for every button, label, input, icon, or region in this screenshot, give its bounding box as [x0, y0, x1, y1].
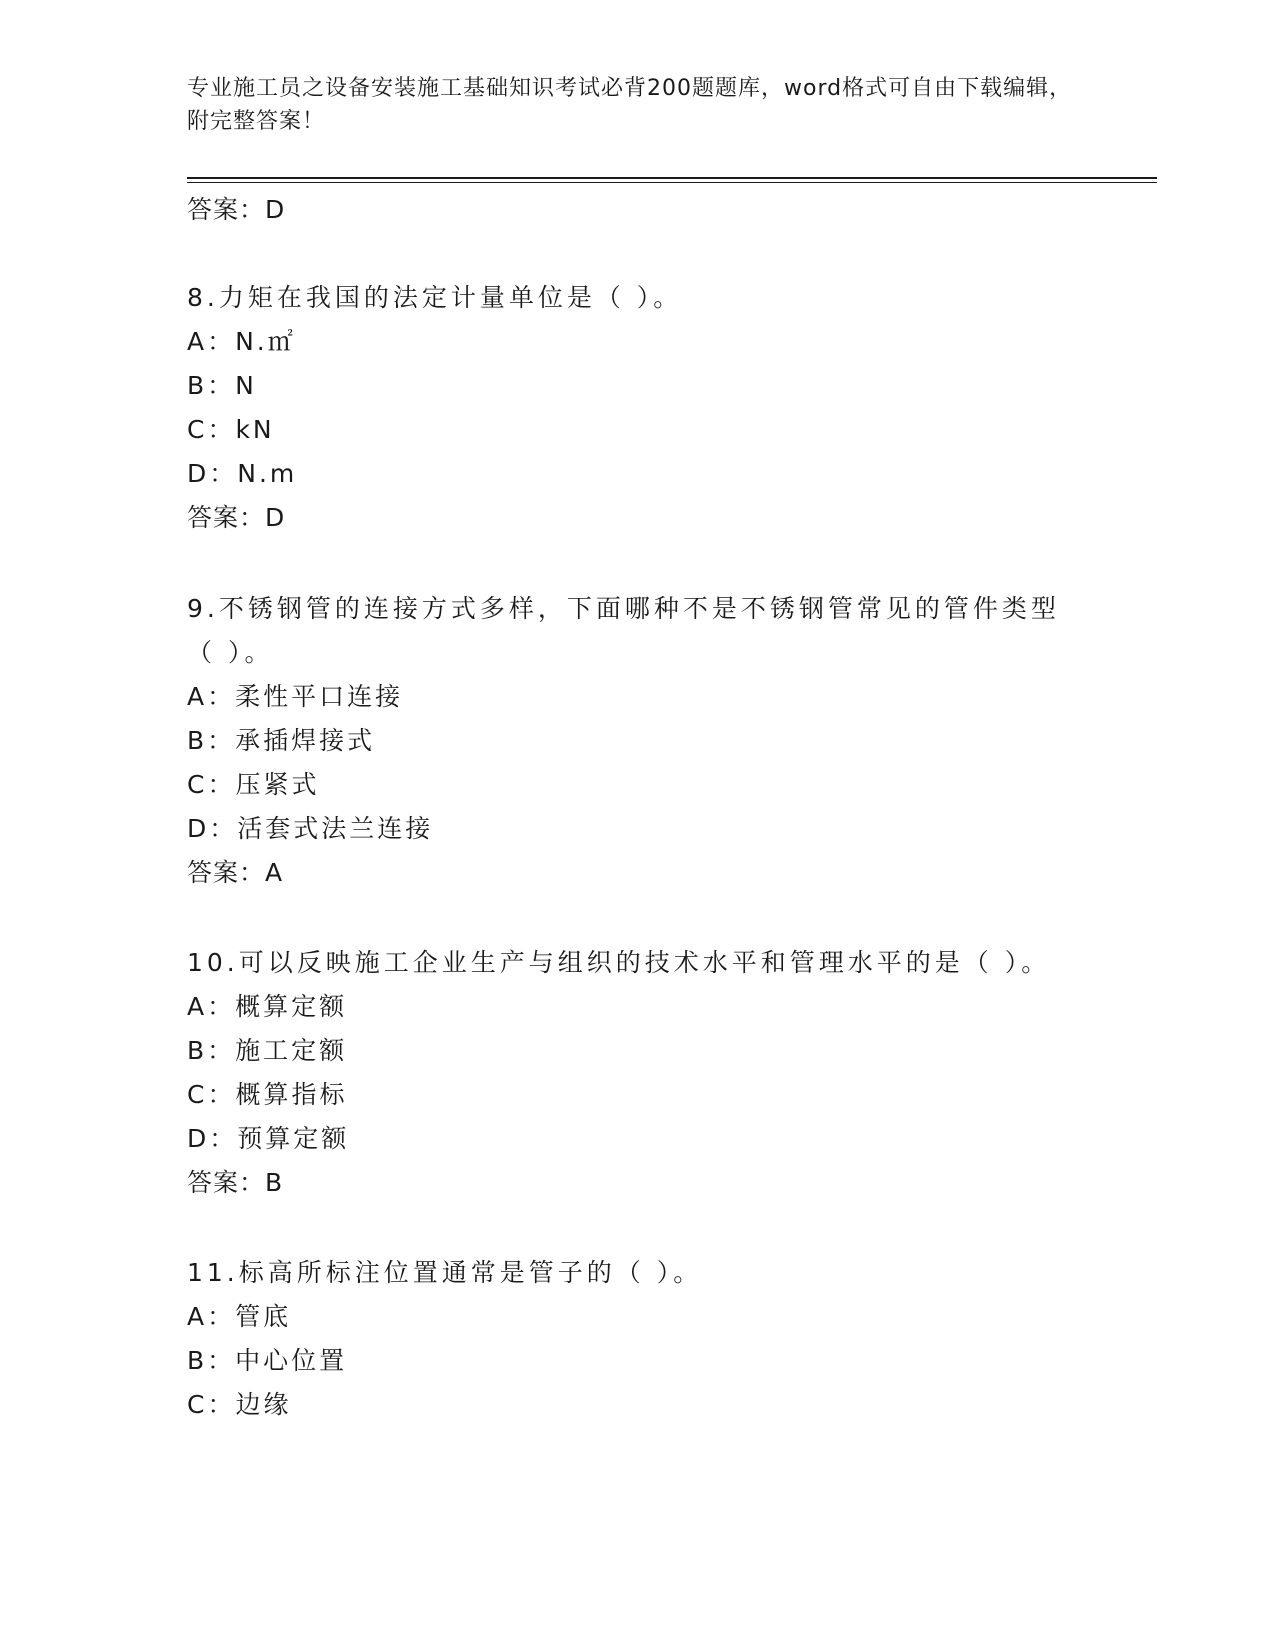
question-9-answer: 答案：A	[187, 858, 284, 887]
question-10-option-a: A：概算定额	[187, 992, 348, 1021]
question-11-option-a: A：管底	[187, 1302, 292, 1331]
question-9-option-b: B：承插焊接式	[187, 726, 376, 755]
question-10-text: 10.可以反映施工企业生产与组织的技术水平和管理水平的是（ ）。	[187, 948, 1051, 977]
question-8-option-d: D：N.m	[187, 459, 298, 488]
header-rule-thick	[187, 177, 1157, 179]
question-10-option-d: D：预算定额	[187, 1124, 350, 1153]
prev-answer: 答案：D	[187, 195, 286, 224]
question-11-option-b: B：中心位置	[187, 1346, 348, 1375]
question-9-text-line2: （ ）。	[187, 638, 274, 667]
question-10-option-c: C：概算指标	[187, 1080, 348, 1109]
question-10-answer: 答案：B	[187, 1168, 284, 1197]
question-11-option-c: C：边缘	[187, 1390, 292, 1419]
question-8-option-a: A：N.㎡	[187, 327, 296, 356]
document-header: 专业施工员之设备安装施工基础知识考试必背200题题库，word格式可自由下载编辑，附完整答案！	[187, 76, 1073, 134]
question-9-option-c: C：压紧式	[187, 770, 320, 799]
question-8-answer: 答案：D	[187, 503, 286, 532]
header-rule-thin	[187, 182, 1157, 183]
question-8-option-c: C：kN	[187, 415, 275, 444]
question-8-text: 8.力矩在我国的法定计量单位是（ ）。	[187, 283, 683, 312]
question-11-text: 11.标高所标注位置通常是管子的（ ）。	[187, 1258, 703, 1287]
question-9-option-a: A：柔性平口连接	[187, 682, 404, 711]
question-9-option-d: D：活套式法兰连接	[187, 814, 434, 843]
question-9-text-line1: 9.不锈钢管的连接方式多样，下面哪种不是不锈钢管常见的管件类型	[187, 594, 1060, 623]
question-8-option-b: B：N	[187, 371, 257, 400]
question-10-option-b: B：施工定额	[187, 1036, 348, 1065]
